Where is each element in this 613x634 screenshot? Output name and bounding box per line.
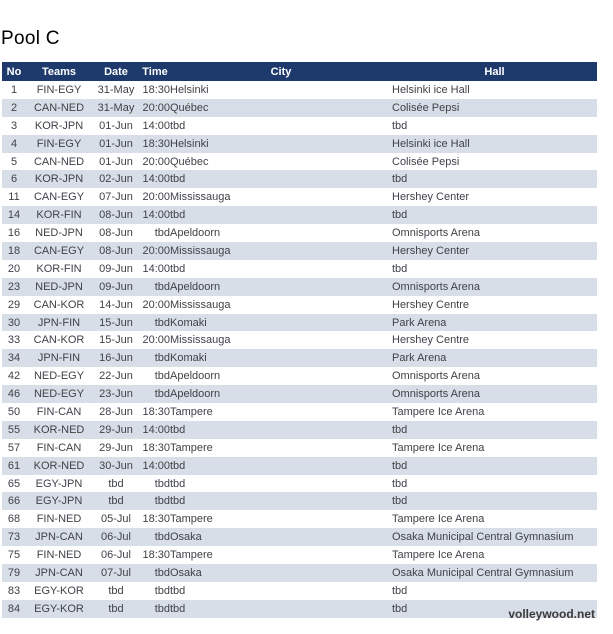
cell-teams: KOR-JPN (34, 119, 84, 132)
cell-teams: KOR-FIN (36, 262, 82, 275)
cell-teams: FIN-NED (36, 549, 82, 562)
column-header-city: City (170, 62, 392, 81)
cell-city: tbd (170, 584, 186, 597)
cell-teams: FIN-EGY (36, 83, 82, 96)
cell-hall: tbd (392, 477, 408, 490)
cell-city: Helsinki (170, 137, 209, 150)
cell-date: tbd (108, 602, 124, 615)
cell-time: 20:00 (142, 334, 170, 347)
table-header-row (2, 62, 597, 81)
cell-hall: Tampere Ice Arena (392, 549, 485, 562)
cell-hall: Tampere Ice Arena (392, 405, 485, 418)
cell-city: Apeldoorn (170, 388, 221, 401)
cell-match-no: 4 (10, 137, 18, 150)
cell-date: 08-Jun (99, 209, 133, 222)
table-row (2, 475, 597, 493)
cell-hall: Tampere Ice Arena (392, 441, 485, 454)
cell-city: Osaka (170, 531, 202, 544)
cell-match-no: 3 (10, 119, 18, 132)
cell-match-no: 14 (7, 209, 21, 222)
cell-teams: CAN-EGY (33, 191, 85, 204)
cell-city: tbd (170, 423, 186, 436)
cell-city: Québec (170, 101, 209, 114)
cell-teams: EGY-JPN (35, 477, 83, 490)
cell-hall: Tampere Ice Arena (392, 513, 485, 526)
cell-teams: JPN-FIN (37, 352, 81, 365)
table-row (2, 296, 597, 314)
cell-match-no: 79 (7, 566, 21, 579)
cell-date: 15-Jun (99, 334, 133, 347)
cell-hall: tbd (392, 119, 408, 132)
cell-date: 29-Jun (99, 423, 133, 436)
cell-teams: KOR-NED (33, 423, 85, 436)
cell-hall: tbd (392, 262, 408, 275)
cell-teams: JPN-FIN (37, 316, 81, 329)
cell-date: 07-Jun (99, 191, 133, 204)
cell-date: 31-May (97, 83, 135, 96)
cell-date: 23-Jun (99, 388, 133, 401)
cell-time: tbd (154, 477, 170, 490)
cell-city: Apeldoorn (170, 370, 221, 383)
table-row (2, 278, 597, 296)
cell-city: Mississauga (170, 191, 231, 204)
cell-city: Tampere (170, 513, 213, 526)
cell-city: Mississauga (170, 244, 231, 257)
cell-hall: Park Arena (392, 352, 447, 365)
table-row (2, 99, 597, 117)
cell-date: 14-Jun (99, 298, 133, 311)
cell-match-no: 42 (7, 370, 21, 383)
cell-match-no: 20 (7, 262, 21, 275)
cell-city: Helsinki (170, 83, 209, 96)
cell-teams: EGY-JPN (35, 495, 83, 508)
cell-teams: JPN-CAN (35, 566, 83, 579)
cell-match-no: 66 (7, 495, 21, 508)
table-row (2, 188, 597, 206)
table-row (2, 260, 597, 278)
cell-date: 16-Jun (99, 352, 133, 365)
table-row (2, 403, 597, 421)
cell-date: 01-Jun (99, 155, 133, 168)
cell-date: tbd (108, 477, 124, 490)
cell-city: Komaki (170, 352, 207, 365)
cell-teams: FIN-CAN (36, 405, 82, 418)
cell-city: Tampere (170, 405, 213, 418)
column-header-time: Time (140, 62, 170, 81)
cell-match-no: 11 (8, 191, 20, 204)
cell-match-no: 73 (7, 531, 21, 544)
cell-time: 14:00 (142, 459, 170, 472)
cell-match-no: 83 (7, 584, 21, 597)
table-row (2, 224, 597, 242)
page-title: Pool C (1, 28, 60, 49)
cell-hall: tbd (392, 459, 408, 472)
cell-match-no: 46 (7, 388, 21, 401)
cell-teams: FIN-CAN (36, 441, 82, 454)
table-row (2, 367, 597, 385)
table-row (2, 492, 597, 510)
cell-match-no: 5 (10, 155, 18, 168)
cell-date: 06-Jul (101, 531, 131, 544)
cell-hall: Helsinki ice Hall (392, 137, 470, 150)
cell-date: 28-Jun (99, 405, 133, 418)
cell-date: 15-Jun (99, 316, 133, 329)
cell-date: 02-Jun (99, 173, 133, 186)
cell-time: 18:30 (142, 441, 170, 454)
table-row (2, 81, 597, 99)
cell-match-no: 61 (7, 459, 21, 472)
cell-match-no: 33 (7, 334, 21, 347)
cell-hall: Omnisports Arena (392, 370, 481, 383)
cell-city: tbd (170, 477, 186, 490)
cell-hall: Helsinki ice Hall (392, 83, 470, 96)
cell-teams: KOR-NED (33, 459, 85, 472)
cell-teams: EGY-KOR (34, 602, 84, 615)
cell-hall: tbd (392, 209, 408, 222)
cell-date: 01-Jun (99, 137, 133, 150)
cell-time: 14:00 (142, 423, 170, 436)
cell-hall: Hershey Center (392, 244, 470, 257)
cell-match-no: 29 (7, 298, 21, 311)
cell-date: 09-Jun (99, 280, 133, 293)
cell-match-no: 50 (7, 405, 21, 418)
cell-city: Komaki (170, 316, 207, 329)
cell-teams: FIN-EGY (36, 137, 82, 150)
cell-city: tbd (170, 459, 186, 472)
cell-hall: Hershey Centre (392, 298, 470, 311)
cell-teams: CAN-EGY (33, 244, 85, 257)
cell-match-no: 16 (7, 227, 21, 240)
cell-date: 22-Jun (99, 370, 133, 383)
cell-time: tbd (154, 566, 170, 579)
table-row (2, 439, 597, 457)
cell-city: Mississauga (170, 334, 231, 347)
cell-hall: tbd (392, 495, 408, 508)
cell-city: tbd (170, 495, 186, 508)
cell-time: 18:30 (142, 83, 170, 96)
cell-hall: Omnisports Arena (392, 227, 481, 240)
cell-city: Québec (170, 155, 209, 168)
cell-city: tbd (170, 602, 186, 615)
cell-date: 06-Jul (101, 549, 131, 562)
cell-city: Mississauga (170, 298, 231, 311)
table-row (2, 564, 597, 582)
table-row (2, 528, 597, 546)
watermark: volleywood.net (508, 607, 595, 621)
cell-match-no: 65 (7, 477, 21, 490)
table-row (2, 117, 597, 135)
cell-hall: Park Arena (392, 316, 447, 329)
cell-time: 20:00 (142, 191, 170, 204)
cell-date: tbd (108, 584, 124, 597)
table-row (2, 242, 597, 260)
cell-time: 18:30 (142, 405, 170, 418)
cell-time: 18:30 (142, 513, 170, 526)
cell-teams: KOR-JPN (34, 173, 84, 186)
cell-city: tbd (170, 262, 186, 275)
cell-city: Tampere (170, 549, 213, 562)
cell-hall: Omnisports Arena (392, 388, 481, 401)
cell-match-no: 1 (10, 83, 18, 96)
cell-teams: CAN-NED (33, 155, 85, 168)
cell-teams: NED-EGY (33, 388, 85, 401)
cell-time: 20:00 (142, 101, 170, 114)
table-row (2, 135, 597, 153)
cell-hall: tbd (392, 602, 408, 615)
cell-teams: CAN-NED (33, 101, 85, 114)
cell-hall: tbd (392, 173, 408, 186)
cell-hall: Hershey Center (392, 191, 470, 204)
table-row (2, 582, 597, 600)
cell-match-no: 30 (7, 316, 21, 329)
cell-match-no: 34 (7, 352, 21, 365)
cell-city: tbd (170, 173, 186, 186)
cell-date: 29-Jun (99, 441, 133, 454)
cell-time: tbd (154, 495, 170, 508)
cell-city: Tampere (170, 441, 213, 454)
cell-date: tbd (108, 495, 124, 508)
cell-time: 14:00 (142, 173, 170, 186)
table-row (2, 421, 597, 439)
cell-teams: CAN-KOR (33, 334, 85, 347)
cell-time: tbd (154, 280, 170, 293)
cell-time: tbd (154, 370, 170, 383)
cell-teams: NED-EGY (33, 370, 85, 383)
cell-hall: Osaka Municipal Central Gymnasium (392, 531, 574, 544)
cell-time: 14:00 (142, 119, 170, 132)
cell-hall: Omnisports Arena (392, 280, 481, 293)
cell-time: tbd (154, 531, 170, 544)
table-row (2, 546, 597, 564)
cell-match-no: 6 (10, 173, 18, 186)
table-row (2, 457, 597, 475)
cell-match-no: 18 (7, 244, 21, 257)
cell-match-no: 55 (7, 423, 21, 436)
table-row (2, 385, 597, 403)
cell-match-no: 68 (7, 513, 21, 526)
cell-teams: KOR-FIN (36, 209, 82, 222)
pool-schedule-table (2, 62, 597, 618)
cell-time: tbd (154, 316, 170, 329)
column-header-date: Date (92, 62, 140, 81)
cell-match-no: 2 (10, 101, 18, 114)
cell-date: 30-Jun (99, 459, 133, 472)
cell-city: tbd (170, 209, 186, 222)
cell-time: tbd (154, 584, 170, 597)
table-row (2, 206, 597, 224)
cell-city: tbd (170, 119, 186, 132)
cell-time: 20:00 (142, 155, 170, 168)
cell-teams: FIN-NED (36, 513, 82, 526)
cell-date: 31-May (97, 101, 135, 114)
cell-date: 07-Jul (101, 566, 131, 579)
cell-teams: CAN-KOR (33, 298, 85, 311)
cell-match-no: 23 (7, 280, 21, 293)
cell-hall: Osaka Municipal Central Gymnasium (392, 566, 574, 579)
table-row (2, 349, 597, 367)
cell-teams: NED-JPN (35, 227, 83, 240)
cell-hall: Colisée Pepsi (392, 155, 460, 168)
column-header-no: No (2, 62, 26, 81)
cell-time: 18:30 (142, 137, 170, 150)
cell-teams: EGY-KOR (34, 584, 84, 597)
cell-time: 14:00 (142, 209, 170, 222)
column-header-teams: Teams (26, 62, 92, 81)
table-row (2, 153, 597, 171)
cell-date: 08-Jun (99, 244, 133, 257)
table-row (2, 314, 597, 332)
table-row (2, 170, 597, 188)
cell-time: 20:00 (142, 244, 170, 257)
cell-time: 14:00 (142, 262, 170, 275)
cell-time: tbd (154, 227, 170, 240)
cell-hall: tbd (392, 423, 408, 436)
cell-teams: JPN-CAN (35, 531, 83, 544)
cell-city: Apeldoorn (170, 227, 221, 240)
cell-date: 05-Jul (101, 513, 131, 526)
cell-match-no: 57 (7, 441, 21, 454)
cell-time: 20:00 (142, 298, 170, 311)
table-row (2, 510, 597, 528)
cell-city: Osaka (170, 566, 202, 579)
table-row (2, 331, 597, 349)
cell-hall: Hershey Centre (392, 334, 470, 347)
cell-hall: tbd (392, 584, 408, 597)
cell-date: 09-Jun (99, 262, 133, 275)
cell-date: 01-Jun (99, 119, 133, 132)
cell-time: tbd (154, 388, 170, 401)
cell-hall: Colisée Pepsi (392, 101, 460, 114)
cell-time: 18:30 (142, 549, 170, 562)
cell-date: 08-Jun (99, 227, 133, 240)
cell-teams: NED-JPN (35, 280, 83, 293)
cell-match-no: 84 (7, 602, 21, 615)
column-header-hall: Hall (392, 62, 597, 81)
cell-time: tbd (154, 602, 170, 615)
table-body (2, 81, 597, 618)
cell-match-no: 75 (7, 549, 21, 562)
cell-time: tbd (154, 352, 170, 365)
cell-city: Apeldoorn (170, 280, 221, 293)
